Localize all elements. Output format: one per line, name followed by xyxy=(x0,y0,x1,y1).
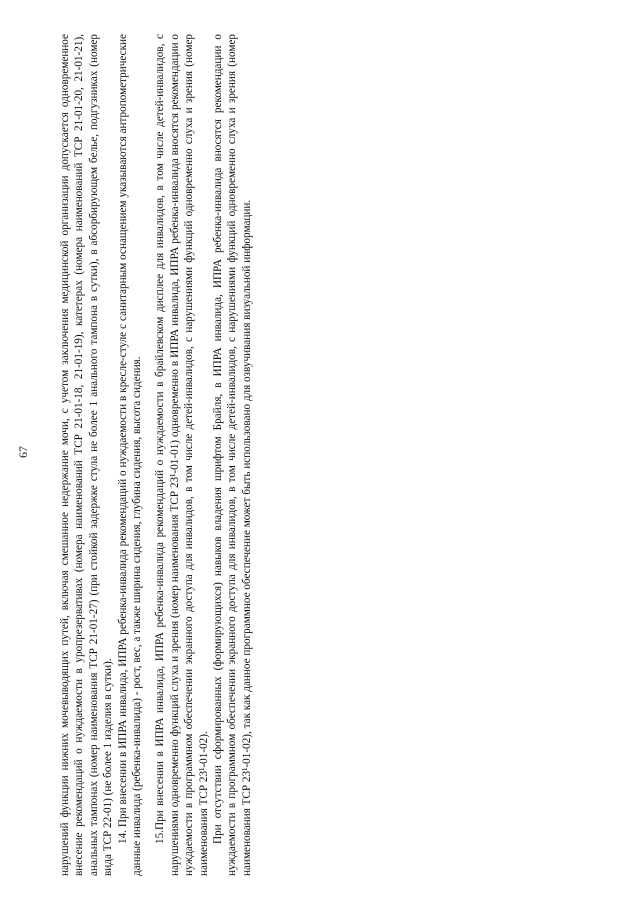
rotated-content xyxy=(0,12,638,892)
paragraph-continuation: нарушений функции нижних мочевыводящих путей, включая смешанное недержание мочи, с учетом заключения медицинской организации допускается одновременное внесение рекомендаций о нуждаемости в уропрезервативах (номера наименований ТСР 21-01-18, 21-01-19), катетерах (номера наименований ТСР 21-01-20, 21-01-21), анальных тампонах (номер наименования ТСР 21-01-27) (при стойкой задержке стула не более 1 анального тампона в сутки), в абсорбирующем белье, подгузниках (номер вида ТСР 22-01) (не более 1 изделия в сутки). xyxy=(59,34,115,876)
paragraph-15: 15.При внесении в ИПРА инвалида, ИПРА ребенка-инвалида рекомендаций о нуждаемости в брайлевском дисплее для инвалидов, в том числе детей-инвалидов, с нарушениями одновременно функций слуха и зрения (номер наименования ТСР 23¹-01-01) одновременно в ИПРА инвалида, ИПРА ребенка-инвалида вносятся рекомендации о нуждаемости в программном обеспечении экранного доступа для инвалидов, в том числе детей-инвалидов, с нарушениями функций одновременно слуха и зрения (номер наименования ТСР 23¹-01-02). xyxy=(154,34,210,876)
page-number: 67 xyxy=(16,446,30,458)
paragraph-14: 14. При внесении в ИПРА инвалида, ИПРА ребенка-инвалида рекомендаций о нуждаемости в кресле-стуле с санитарным оснащением указываются антропометрические данные инвалида (ребенка-инвалида) - рост, вес, а также ширина сидения, глубина сидения, высота сидения. xyxy=(116,34,144,876)
body-text xyxy=(58,34,254,876)
paragraph-braille-note: При отсутствии сформированных (формирующихся) навыков владения шрифтом Брайля, в ИПРА инвалида, ИПРА ребенка-инвалида вносятся рекомендации о нуждаемости в программном обеспечении экранного доступа для инвалидов, в том числе детей-инвалидов, с нарушениями функций одновременно слуха и зрения (номер наименования ТСР 23¹-01-02), так как данное программное обеспечение может быть использовано для озвучивания визуальной информации. xyxy=(212,34,253,876)
